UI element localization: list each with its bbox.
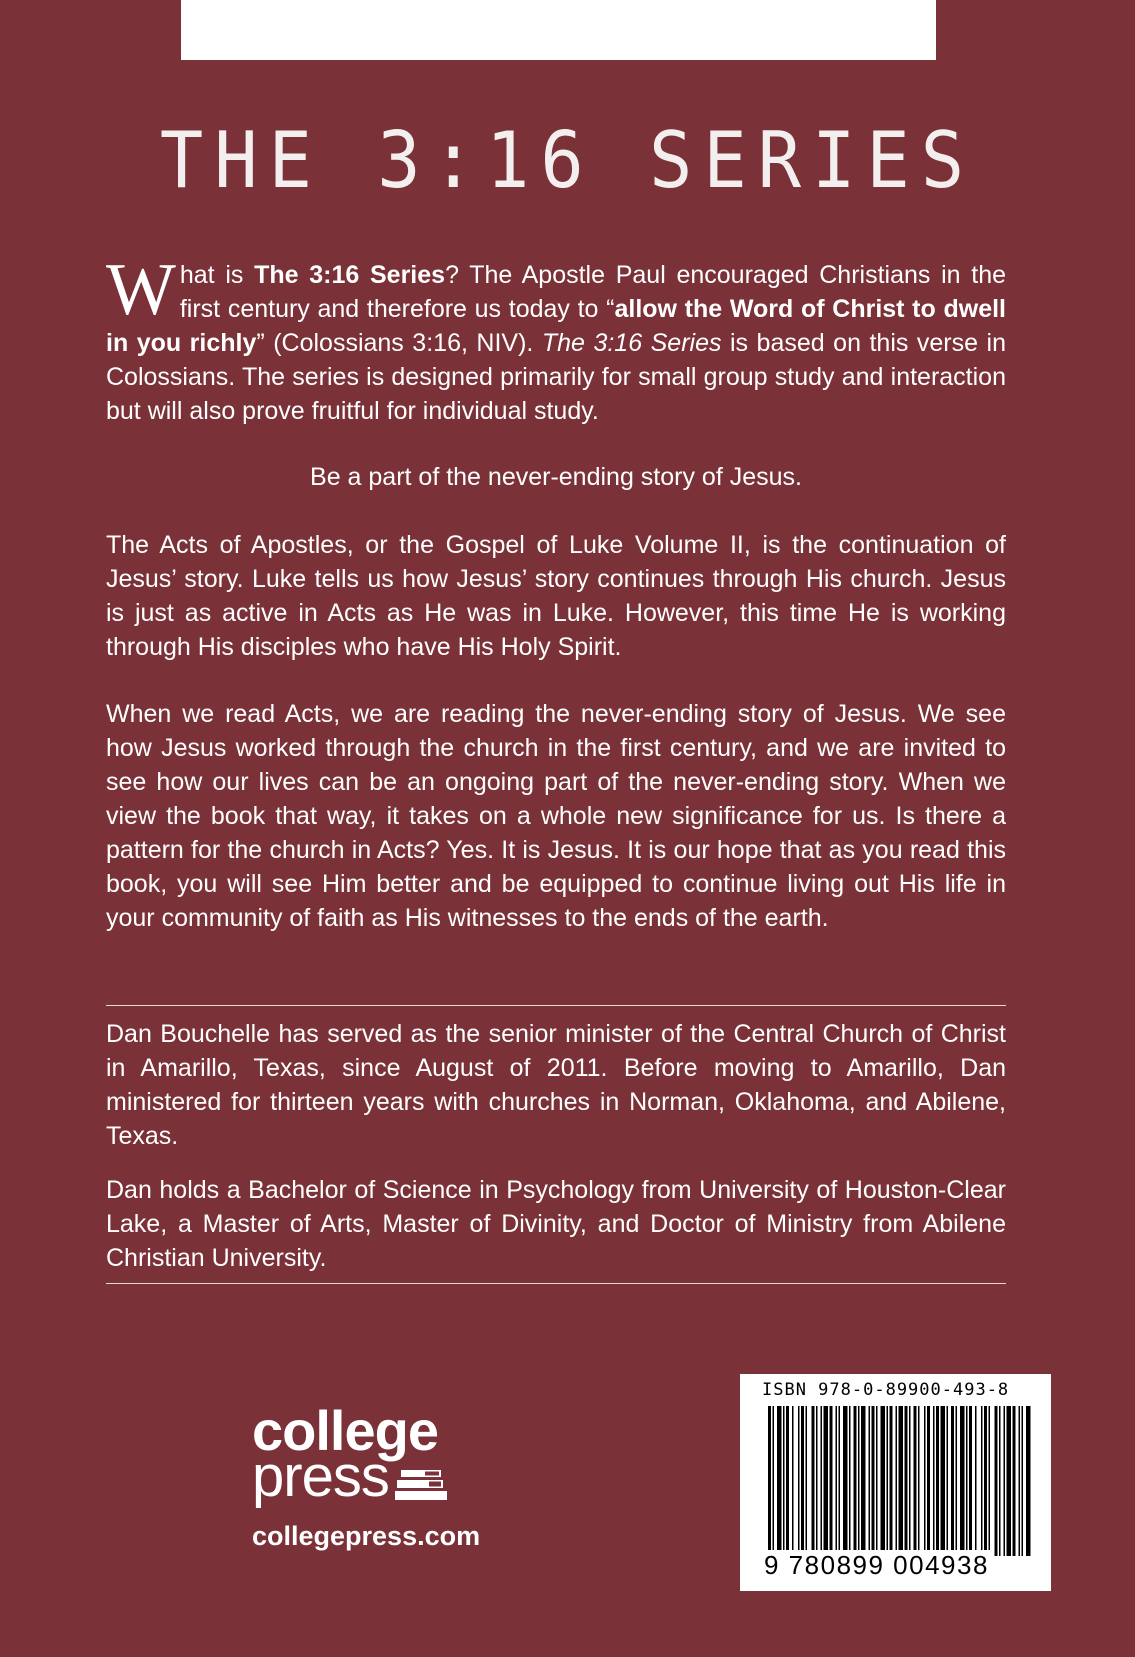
barcode-bars (762, 1406, 1034, 1556)
barcode-bar (1007, 1406, 1012, 1556)
intro-text-3: ” (Colossians 3:16, NIV). (256, 329, 542, 357)
barcode-digits: 9 780899 004938 (764, 1550, 989, 1580)
barcode-bar (924, 1406, 926, 1556)
barcode-bar (887, 1406, 889, 1556)
isbn-label: ISBN 978-0-89900-493-8 (762, 1380, 1010, 1400)
barcode-bar (839, 1406, 841, 1556)
barcode-bar (941, 1406, 946, 1556)
barcode-bar (812, 1406, 815, 1556)
barcode-bar (830, 1406, 833, 1556)
barcode-bar (947, 1406, 949, 1556)
barcode-bar (989, 1406, 991, 1556)
barcode-bar (909, 1406, 911, 1556)
barcode-bar (1004, 1406, 1006, 1556)
barcode-bar (854, 1406, 857, 1556)
barcode-bar (896, 1406, 898, 1556)
barcode-bar (966, 1406, 968, 1556)
barcode-bar (801, 1406, 804, 1556)
barcode-bar (960, 1406, 965, 1556)
barcode-bar (869, 1406, 871, 1556)
barcode-bar (858, 1406, 860, 1556)
barcode-bar (899, 1406, 904, 1556)
drop-cap: W (106, 249, 176, 331)
scripture-quote: allow the Word of Christ to dwell in you richly (106, 295, 1006, 357)
barcode-bar (1022, 1406, 1024, 1556)
intro-text-2: ? The Apostle Paul encouraged Christians in the first century and therefore us today to “ (179, 261, 1007, 323)
barcode-bar (777, 1406, 782, 1556)
publisher-url: collegepress.com (252, 1521, 481, 1551)
barcode-bar (956, 1406, 958, 1556)
barcode-bar (783, 1406, 785, 1556)
isbn-barcode (740, 1374, 1051, 1591)
barcode-bar (951, 1406, 954, 1556)
barcode-bar (1013, 1406, 1016, 1556)
barcode-bar (933, 1406, 935, 1556)
barcode-bar (1026, 1406, 1031, 1556)
barcode-bar (981, 1406, 983, 1556)
top-white-band (181, 0, 936, 60)
barcode-bar (821, 1406, 823, 1556)
publisher-name-line1: college (252, 1399, 438, 1462)
barcode-bar (824, 1406, 829, 1556)
author-bio-2: Dan holds a Bachelor of Science in Psychology from University of Houston-Clear Lake, a Master of Arts, Master of Divinity, and Doctor of Ministry from Abilene Christian University. (106, 1176, 1006, 1272)
tagline: Be a part of the never-ending story of Jesus. (310, 463, 802, 491)
barcode-bar (816, 1406, 818, 1556)
intro-text-1: hat is (179, 261, 255, 289)
publisher-name-line2: press (252, 1444, 389, 1509)
books-icon (395, 1468, 449, 1507)
barcode-bar (975, 1406, 977, 1556)
barcode-bar (914, 1406, 917, 1556)
barcode-bar (786, 1406, 789, 1556)
barcode-bar (969, 1406, 972, 1556)
barcode-bar (849, 1406, 851, 1556)
author-bio-1: Dan Bouchelle has served as the senior minister of the Central Church of Christ in Amarillo, Texas, since August of 2011. Before moving to Amarillo, Dan ministered for thirteen years with churches in Norman, Oklahoma, and Abilene, Texas. (106, 1020, 1006, 1150)
divider-top (106, 1005, 1006, 1006)
series-name-italic: The 3:16 Series (541, 329, 722, 357)
barcode-bar (792, 1406, 794, 1556)
barcode-bar (936, 1406, 939, 1556)
barcode-bar (876, 1406, 878, 1556)
body-paragraph-3: When we read Acts, we are reading the never-ending story of Jesus. We see how Jesus worked through the church in the first century, and we are invited to see how our lives can be an ongoing part of the never-ending story. When we view the book that way, it takes on a whole new significance for us. Is there a pattern for the church in Acts? Yes. It is Jesus. It is our hope that as you read this book, you will see Him better and be equipped to continue living out His life in your community of faith as His witnesses to the ends of the earth. (106, 700, 1006, 932)
barcode-bar (881, 1406, 886, 1556)
divider-bottom (106, 1283, 1006, 1284)
publisher-logo (252, 1399, 532, 1552)
barcode-bar (773, 1406, 775, 1556)
barcode-bar (890, 1406, 893, 1556)
barcode-bar (927, 1406, 930, 1556)
barcode-bar (861, 1406, 866, 1556)
barcode-bar (872, 1406, 875, 1556)
intro-text-4: is based on this verse in Colossians. The series is designed primarily for small group study and interaction but will also prove fruitful for individual study. (106, 329, 1006, 425)
body-paragraph-2: The Acts of Apostles, or the Gospel of Luke Volume II, is the continuation of Jesus’ story. Luke tells us how Jesus’ story continues through His church. Jesus is just as active in Acts as He was in Luke. However, this time He is working through His disciples who have His Holy Spirit. (106, 531, 1006, 661)
barcode-bar (798, 1406, 800, 1556)
barcode-bar (806, 1406, 808, 1556)
barcode-bar (984, 1406, 987, 1556)
barcode-bar (836, 1406, 838, 1556)
barcode-bar (768, 1406, 771, 1556)
intro-paragraph (106, 249, 1007, 428)
barcode-bar (999, 1406, 1001, 1556)
series-title: THE 3:16 SERIES (159, 114, 976, 206)
barcode-bar (918, 1406, 920, 1556)
barcode-bar (905, 1406, 908, 1556)
barcode-bar (1019, 1406, 1021, 1556)
barcode-bar (995, 1406, 998, 1556)
barcode-bar (843, 1406, 848, 1556)
series-name-bold: The 3:16 Series (254, 261, 446, 289)
